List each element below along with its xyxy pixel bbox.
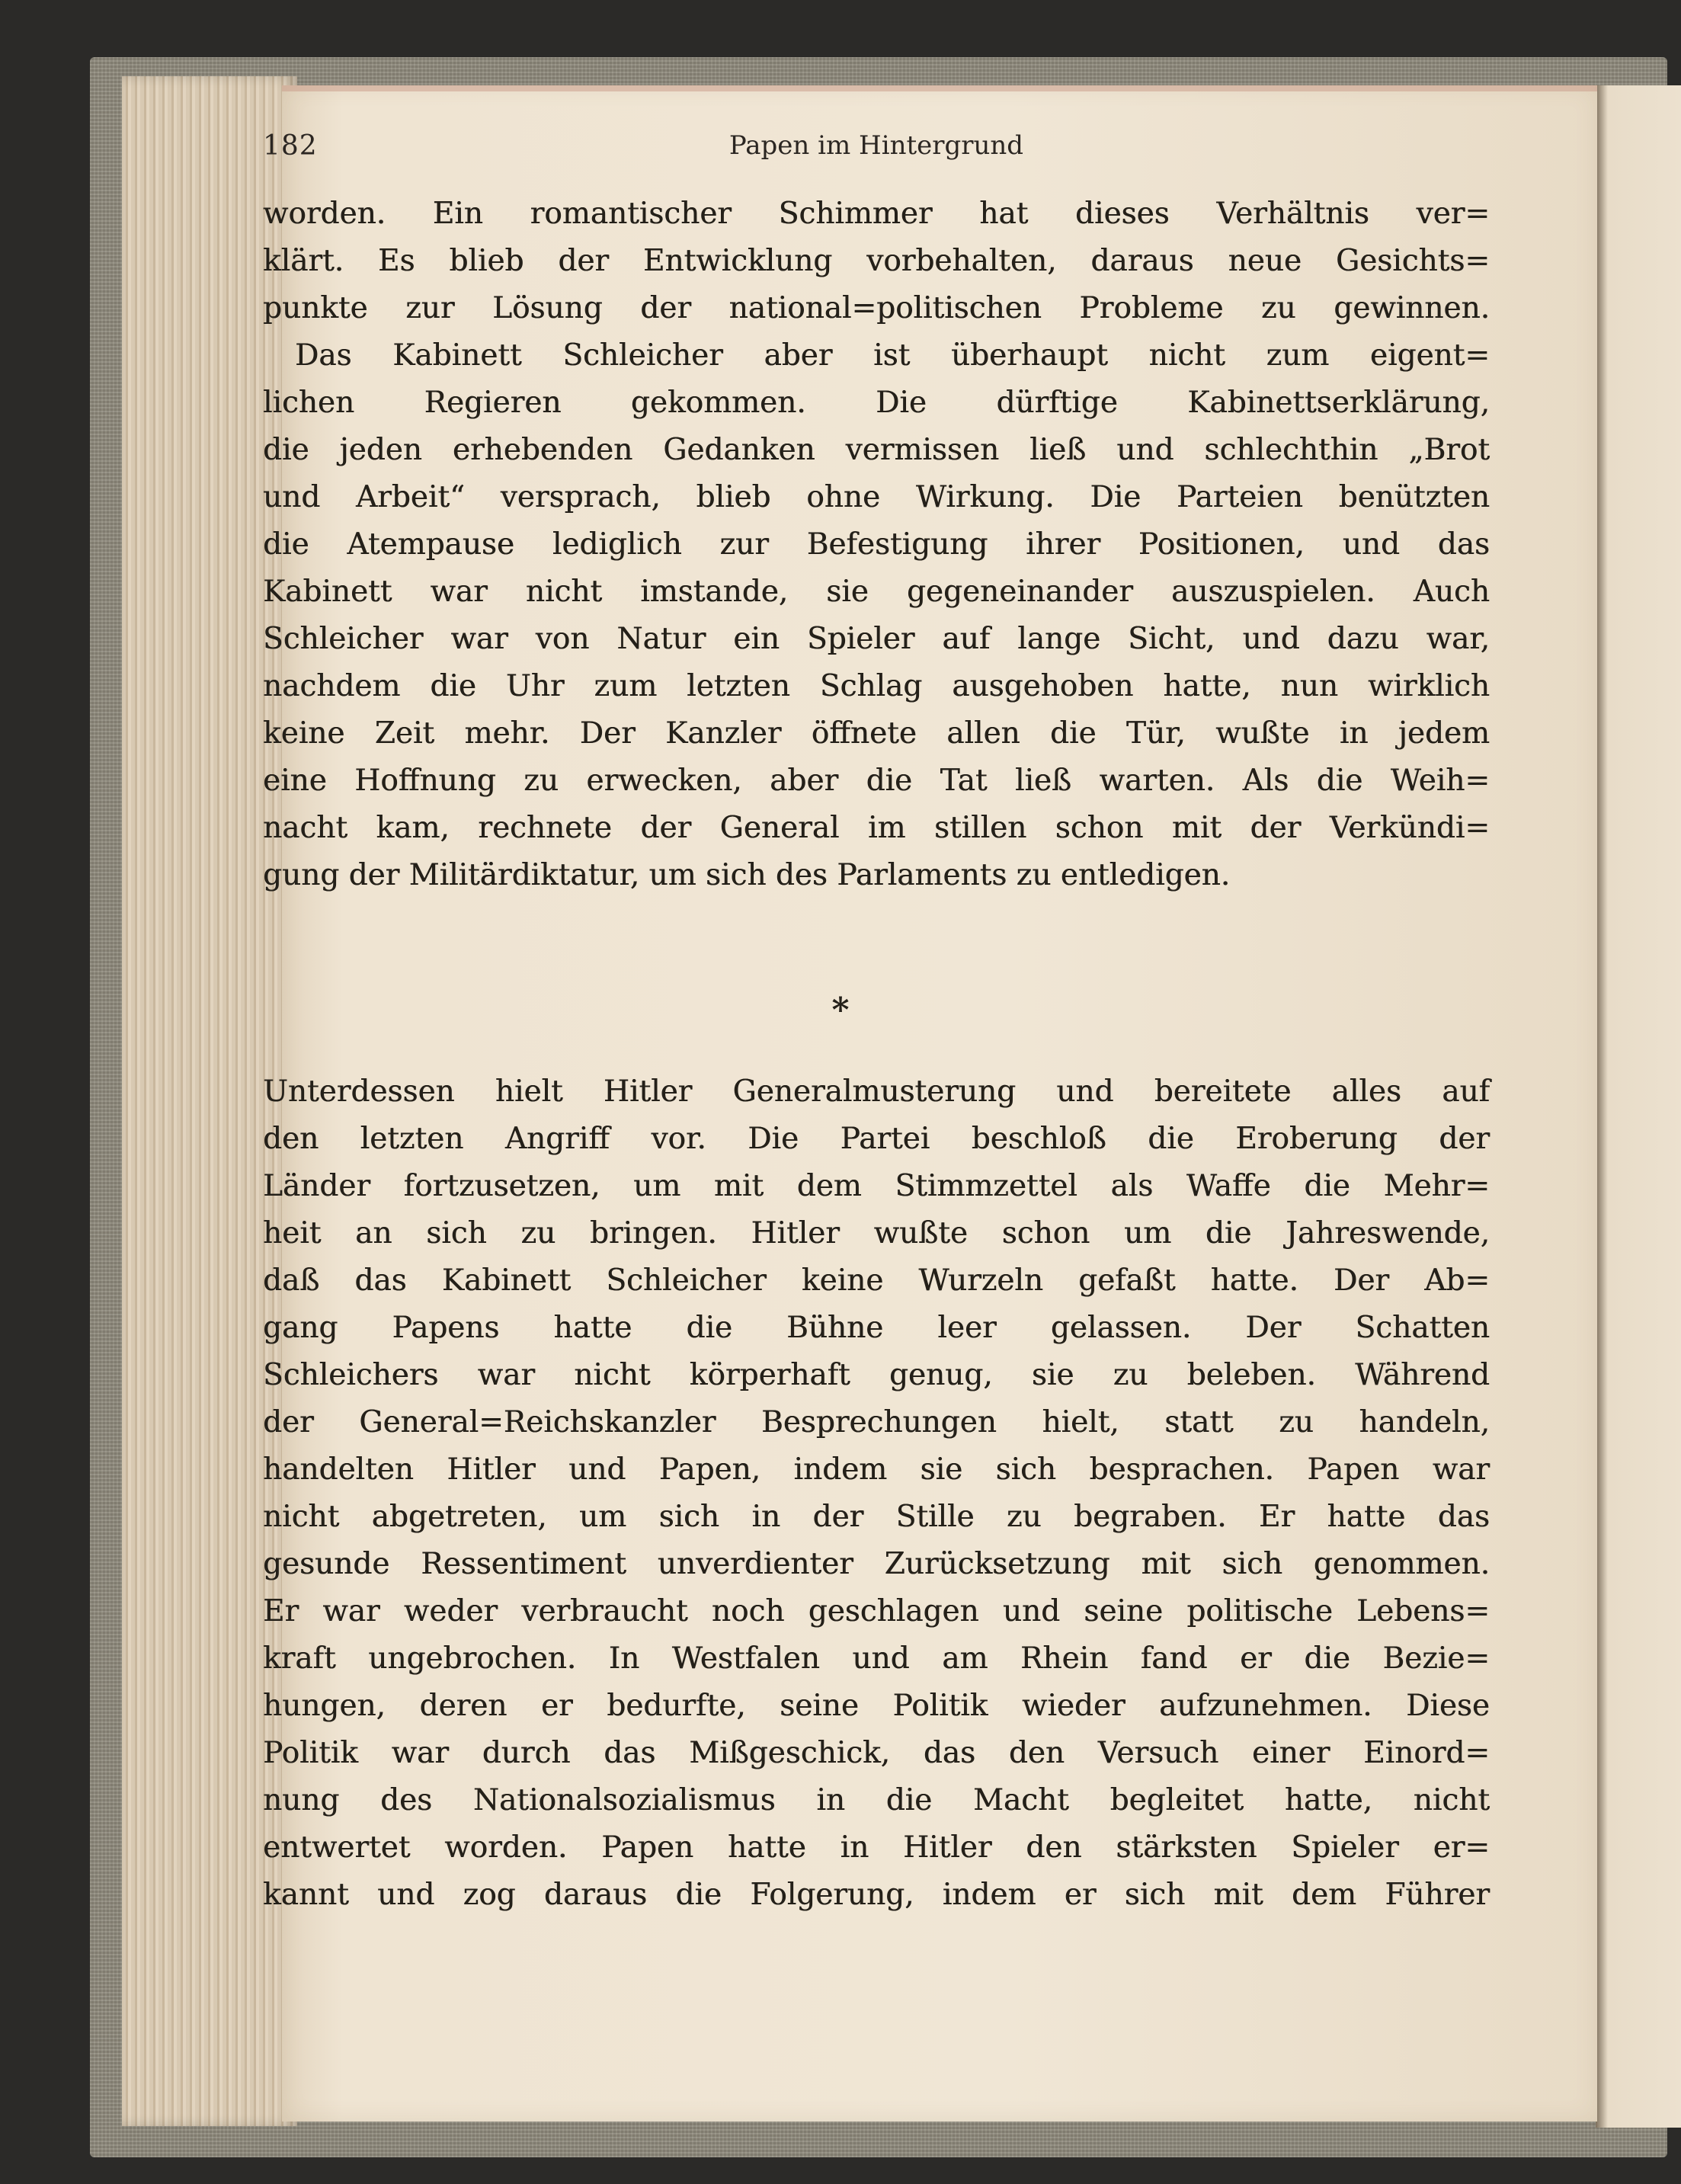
text-line: die jeden erhebenden Gedanken vermissen ließ und schlechthin „Brot [263, 433, 1490, 467]
text-line: punkte zur Lösung der national=politischen Probleme zu gewinnen. [263, 291, 1490, 325]
running-title: Papen im Hintergrund [728, 130, 1024, 161]
page-number: 182 [263, 130, 318, 162]
text-line: nicht abgetreten, um sich in der Stille zu begraben. Er hatte das [263, 1500, 1490, 1534]
text-line: lichen Regieren gekommen. Die dürftige Kabinettserklärung, [263, 386, 1490, 420]
text-line: Das Kabinett Schleicher aber ist überhaupt nicht zum eigent= [295, 338, 1490, 373]
text-line: gesunde Ressentiment unverdienter Zurücksetzung mit sich genommen. [263, 1547, 1490, 1581]
section-separator: * [831, 991, 850, 1030]
text-line: Politik war durch das Mißgeschick, das den Versuch einer Einord= [263, 1736, 1490, 1770]
text-line: Er war weder verbraucht noch geschlagen und seine politische Lebens= [263, 1594, 1490, 1628]
text-line: eine Hoffnung zu erwecken, aber die Tat ließ warten. Als die Weih= [263, 764, 1490, 798]
text-section-1 [263, 191, 1490, 899]
text-line: nacht kam, rechnete der General im stillen schon mit der Verkündi= [263, 811, 1490, 845]
text-line: Unterdessen hielt Hitler Generalmusterung und bereitete alles auf [263, 1074, 1490, 1109]
text-line: Schleichers war nicht körperhaft genug, sie zu beleben. Während [263, 1358, 1490, 1392]
text-line: heit an sich zu bringen. Hitler wußte schon um die Jahreswende, [263, 1216, 1490, 1251]
text-line: den letzten Angriff vor. Die Partei beschloß die Eroberung der [263, 1122, 1490, 1156]
running-head [263, 130, 1490, 179]
text-line: hungen, deren er bedurfte, seine Politik wieder aufzunehmen. Diese [263, 1689, 1490, 1723]
text-line: entwertet worden. Papen hatte in Hitler den stärksten Spieler er= [263, 1830, 1490, 1865]
text-line: Länder fortzusetzen, um mit dem Stimmzettel als Waffe die Mehr= [263, 1169, 1490, 1203]
text-line: Schleicher war von Natur ein Spieler auf lange Sicht, und dazu war, [263, 622, 1490, 656]
facing-page-edge [1596, 85, 1681, 2128]
text-line: keine Zeit mehr. Der Kanzler öffnete allen die Tür, wußte in jedem [263, 716, 1490, 751]
text-line: und Arbeit“ versprach, blieb ohne Wirkung. Die Parteien benützten [263, 480, 1490, 514]
text-line: nung des Nationalsozialismus in die Macht begleitet hatte, nicht [263, 1783, 1490, 1817]
text-line: kraft ungebrochen. In Westfalen und am Rhein fand er die Bezie= [263, 1641, 1490, 1676]
text-line: der General=Reichskanzler Besprechungen hielt, statt zu handeln, [263, 1405, 1490, 1439]
text-line: daß das Kabinett Schleicher keine Wurzeln gefaßt hatte. Der Ab= [263, 1263, 1490, 1298]
text-line: klärt. Es blieb der Entwicklung vorbehalten, daraus neue Gesichts= [263, 244, 1490, 278]
text-line: gung der Militärdiktatur, um sich des Parlaments zu entledigen. [263, 858, 1231, 892]
text-line: Kabinett war nicht imstande, sie gegeneinander auszuspielen. Auch [263, 575, 1490, 609]
text-line: kannt und zog daraus die Folgerung, indem er sich mit dem Führer [263, 1878, 1490, 1912]
text-line: nachdem die Uhr zum letzten Schlag ausgehoben hatte, nun wirklich [263, 669, 1490, 703]
text-line: handelten Hitler und Papen, indem sie sich besprachen. Papen war [263, 1452, 1490, 1487]
text-line: worden. Ein romantischer Schimmer hat dieses Verhältnis ver= [263, 197, 1490, 231]
text-line: die Atempause lediglich zur Befestigung ihrer Positionen, und das [263, 527, 1490, 562]
text-line: gang Papens hatte die Bühne leer gelassen. Der Schatten [263, 1311, 1490, 1345]
text-section-2 [263, 1068, 1490, 1919]
